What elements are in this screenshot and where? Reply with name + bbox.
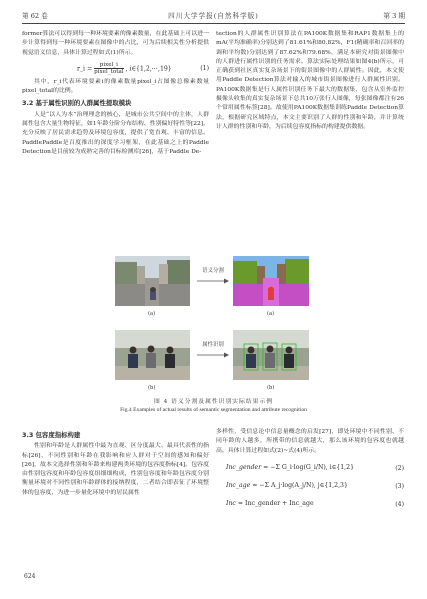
semantic-segmentation-label: 语义分割 (202, 268, 224, 274)
paragraph: 人是“以人为本”治理理念的核心，是城市公共空间中的主体，人群属性包含大量生物特征，如1年龄分阶分布结构、性别偏好特性等[22]，充分反映了居民需求趋势及环境包容度，提供了宽直观、丰富的信息。PaddlePaddle是百度推出的深度学习框架，在此基础之上的Paddle Detection是目前较为成熟完善的目标检测库[26]，基于Paddle De- (22, 111, 209, 155)
equation-2 (216, 460, 404, 476)
street-image-original (115, 256, 190, 306)
eq4-number: (4) (395, 500, 404, 508)
subfigure-label-a: (a) (267, 311, 275, 317)
subfigure-label-b: (b) (267, 385, 275, 391)
right-column-bottom (216, 428, 404, 512)
eq4-lhs: Inc = (226, 499, 244, 507)
people-image-original (115, 330, 190, 380)
eq1-tail: , i∈{1,2,⋯,19} (125, 65, 172, 73)
attribute-recognition-label: 属性识别 (202, 342, 224, 348)
attribute-recognition-image (233, 330, 309, 380)
volume-label: 第 62 卷 (22, 12, 48, 20)
equation-3 (216, 478, 404, 494)
eq1-lhs: r_i = (77, 65, 93, 73)
subfigure-label-b: (b) (148, 385, 156, 391)
paragraph: 其中，r_i代表环境要素i的像素数量pixel_i占图像总像素数量pixel_total的比例。 (22, 78, 209, 95)
eq1-number: (1) (200, 64, 209, 72)
eq3-rhs: −Σ A_j·log(A_j/N), j∈{1,2,3} (259, 481, 348, 489)
paragraph: 性别和年龄是人群属性中最为直观、区分度最大、最具代表性的指标[26]，不同性别和年龄在我影响和应人群对于空间的感知和偏好[26]，故本文选择性别和年龄来构建两类环境的包容度指标[4]。包容度由性别包容度和年龄包容度组细细构成，性别包容度和年龄包容度分别衡量环境对不同性别和年龄群体的接纳程度，二者结合即表征了环境整体的包容度，为进一步量化环境中的居民属性 (22, 443, 209, 496)
eq2-rhs: −Σ G_i·log(G_i/N), i∈{1,2} (270, 463, 355, 471)
page-number: 624 (24, 573, 36, 580)
eq3-lhs: Inc_age = (226, 481, 258, 489)
equation-1 (22, 60, 209, 76)
equation-4 (216, 496, 404, 512)
left-column-bottom (22, 428, 209, 498)
journal-title: 四川大学学报(自然科学版) (168, 12, 259, 20)
eq4-rhs: Inc_gender + Inc_age (245, 499, 314, 507)
issue-label: 第 3 期 (383, 12, 405, 20)
subfigure-label-a: (a) (148, 311, 156, 317)
paragraph: tection的人群属性识别算法在PA100K数据集和RAP1数据集上的mA(平均准确率)分别达到了81.61%和80.82%，F1(精确率和召回率的调和平均数)分别达到了87.62%和79.68%，满足本研究对街景图像中的人群进行属性识别的任务需求。算法实际处理结果如图4(b)所示，可正确获到社区真实复杂场景下的街景图像中的人群属性。因此，本文使用Paddle Detection算法对输入的城市街景图像进行人群属性识别。PA100K数据集是行人属性识别任务下最大的数据集，包含从室外监控摄像头收集的真实复杂场景下总共10万张行人图像，每张图像都注有26个常用属性标签[28]。故使用PA100K数据集训练Paddle Detection算法，根据研究区域特点，本文主要识别了人群的性别和年龄，并计算统计人群的性别和年龄，为后续包容度指标的构建提供数据。 (216, 31, 404, 130)
figure-caption-cn: 图 4 语义分割及属性识别实际结果示例 (153, 399, 274, 405)
header-rule (22, 23, 405, 24)
paragraph: former算法可以得到每一种环境要素的像素数量，在此基础上可以进一步计算得到每一种环境要素在图像中的占比，可为后续相关性分析提供视觉语义信息，具体计算过程如式(1)所示。 (22, 31, 209, 56)
section-heading-3-2: 3.2 基于属性识别的人群属性提取模块 (22, 99, 132, 108)
paragraph: 多样性，受信息论中信息量概念的启发[27]，即处环境中不同性别、不同年龄的人越多，所携带的信息就越大，那么该环境的包容度也就越高。具体计算过程如式(2)~式(4)所示。 (216, 429, 404, 454)
left-column-top (22, 30, 209, 157)
right-column-top (216, 30, 404, 132)
figure-caption-en: Fig.4 Examples of actual results of semantic segmentation and attribute recognition (120, 407, 307, 413)
eq2-number: (2) (395, 464, 404, 472)
eq1-fraction: $\frac{\text{pixel\_i}}{\text{pixel\_total}}$ (94, 61, 124, 76)
arrow-right-icon (196, 277, 230, 285)
section-heading-3-3: 3.3 包容度指标构建 (22, 431, 81, 439)
eq2-lhs: Inc_gender = (226, 463, 269, 471)
arrow-right-icon (196, 351, 230, 359)
eq3-number: (3) (395, 482, 404, 490)
running-header (22, 10, 405, 24)
segmentation-result-image (233, 256, 309, 306)
